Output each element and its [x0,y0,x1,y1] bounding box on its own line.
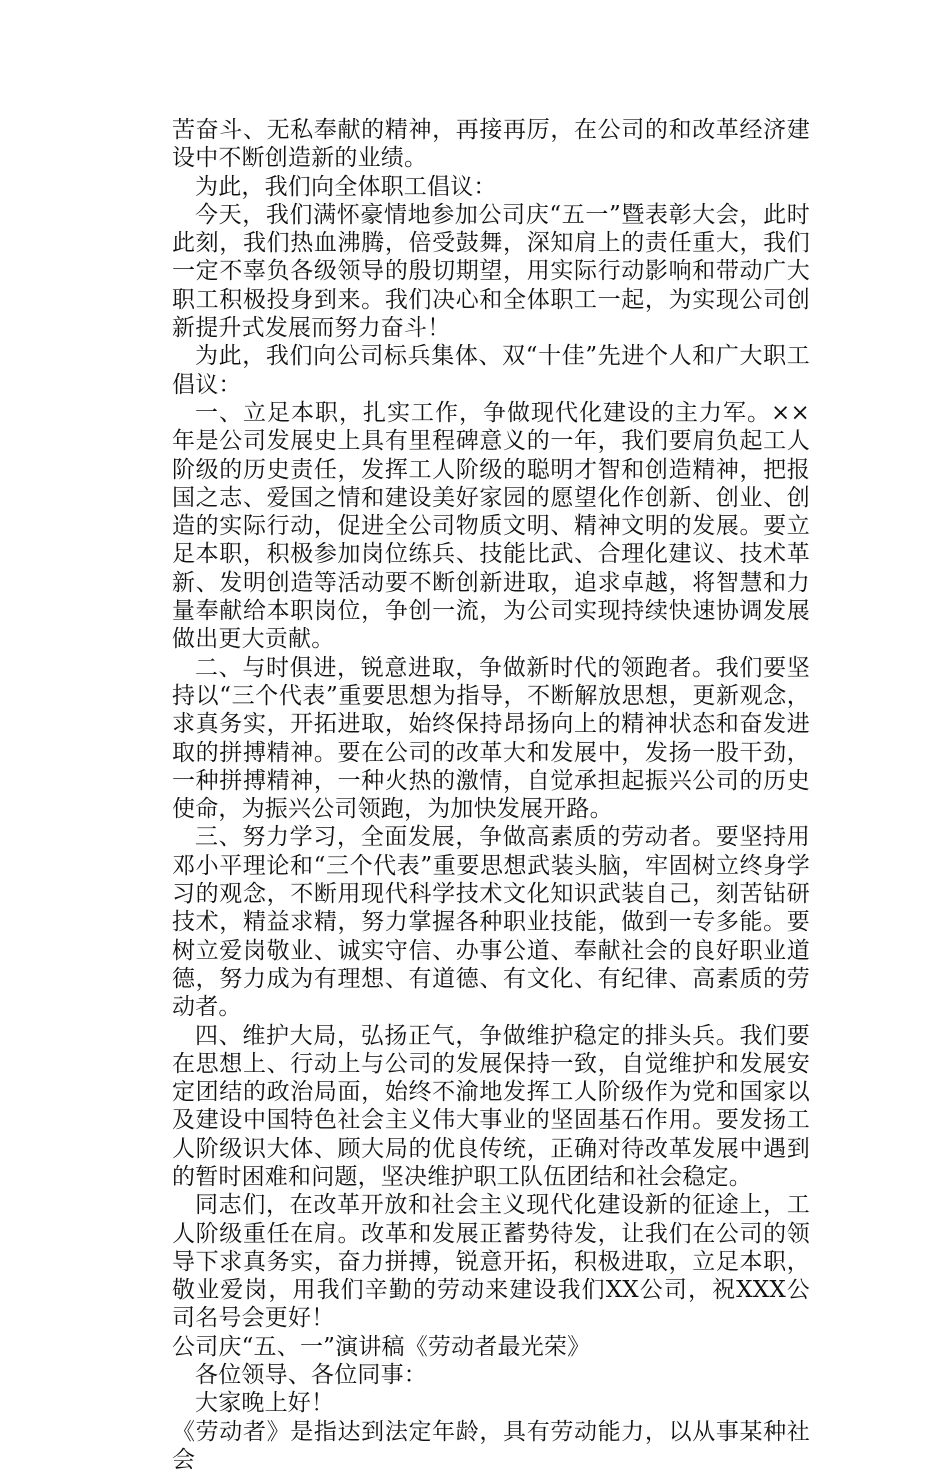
document-body [172,116,810,1474]
paragraph-laborer-definition: 《劳动者》是指达到法定年龄，具有劳动能力，以从事某种社会 [172,1418,810,1473]
paragraph-today: 今天，我们满怀豪情地参加公司庆“五一”暨表彰大会，此时此刻，我们热血沸腾，倍受鼓舞，深知肩上的责任重大，我们一定不辜负各级领导的殷切期望，用实际行动影响和带动广大职工积极投身到来。我们决心和全体职工一起，为实现公司创新提升式发展而努力奋斗！ [172,201,810,342]
paragraph-proposal-to-groups: 为此，我们向公司标兵集体、双“十佳”先进个人和广大职工倡议： [172,343,810,398]
salutation: 各位领导、各位同事： [195,1362,427,1389]
paragraph-closing: 同志们，在改革开放和社会主义现代化建设新的征途上，工人阶级重任在肩。改革和发展正蓄势待发，让我们在公司的领导下求真务实，奋力拼搏，锐意开拓，积极进取，立足本职，敬业爱岗，用我们辛勤的劳动来建设我们XX公司，祝XXX公司名号会更好！ [172,1192,810,1332]
paragraph-point-one: 一、立足本职，扎实工作，争做现代化建设的主力军。××年是公司发展史上具有里程碑意义的一年，我们要肩负起工人阶级的历史责任，发挥工人阶级的聪明才智和创造精神，把报国之志、爱国之情和建设美好家园的愿望化作创新、创业、创造的实际行动，促进全公司物质文明、精神文明的发展。要立足本职，积极参加岗位练兵、技能比武、合理化建议、技术革新、发明创造等活动要不断创新进取，追求卓越，将智慧和力量奉献给本职岗位，争创一流，为公司实现持续快速协调发展做出更大贡献。 [172,399,810,653]
speech-title: 公司庆“五、一”演讲稿《劳动者最光荣》 [172,1333,591,1360]
paragraph-point-three: 三、努力学习，全面发展，争做高素质的劳动者。要坚持用邓小平理论和“三个代表”重要思想武装头脑，牢固树立终身学习的观念，不断用现代科学技术文化知识武装自己，刻苦钻研技术，精益求精，努力掌握各种职业技能，做到一专多能。要树立爱岗敬业、诚实守信、办事公道、奉献社会的良好职业道德，努力成为有理想、有道德、有文化、有纪律、高素质的劳动者。 [172,824,810,1021]
paragraph-continuation: 苦奋斗、无私奉献的精神，再接再厉，在公司的和改革经济建设中不断创造新的业绩。 [172,117,810,172]
paragraph-point-four: 四、维护大局，弘扬正气，争做维护稳定的排头兵。我们要在思想上、行动上与公司的发展保持一致，自觉维护和发展安定团结的政治局面，始终不渝地发挥工人阶级作为党和国家以及建设中国特色社会主义伟大事业的坚固基石作用。要发扬工人阶级识大体、顾大局的优良传统，正确对待改革发展中遇到的暂时困难和问题，坚决维护职工队伍团结和社会稳定。 [172,1022,810,1190]
paragraph-proposal-intro: 为此，我们向全体职工倡议： [195,173,497,200]
greeting: 大家晚上好！ [195,1390,335,1417]
paragraph-point-two: 二、与时俱进，锐意进取，争做新时代的领跑者。我们要坚持以“三个代表”重要思想为指导，不断解放思想，更新观念，求真务实，开拓进取，始终保持昂扬向上的精神状态和奋发进取的拼搏精神。要在公司的改革大和发展中，发扬一股干劲，一种拼搏精神，一种火热的激情，自觉承担起振兴公司的历史使命，为振兴公司领跑，为加快发展开路。 [172,654,810,823]
